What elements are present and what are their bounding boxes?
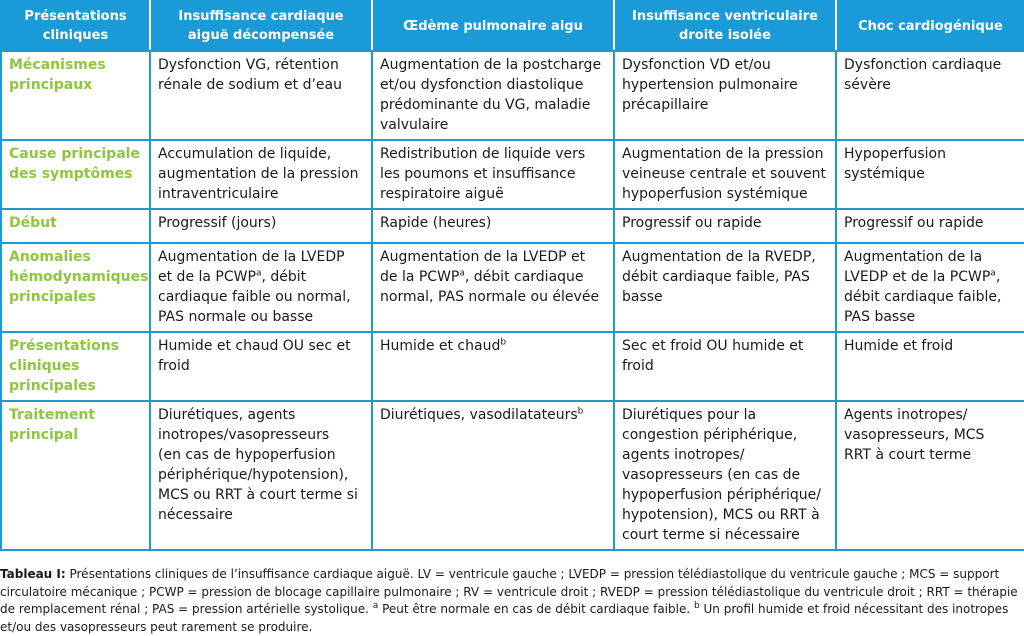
table-cell: Dysfonction cardiaque sévère	[836, 51, 1024, 140]
table-cell: Augmentation de la pression veineuse centrale et souvent hypoperfusion systémique	[614, 140, 836, 209]
table-cell: Redistribution de liquide vers les poumons et insuffisance respiratoire aiguë	[372, 140, 614, 209]
table-cell: Augmentation de la RVEDP, débit cardiaque faible, PAS basse	[614, 243, 836, 332]
header-choc-cardiogenique: Choc cardiogénique	[836, 1, 1024, 51]
table-cell: Progressif (jours)	[150, 209, 372, 243]
header-oedeme-pulmonaire: Œdème pulmonaire aigu	[372, 1, 614, 51]
header-insuffisance-aigue: Insuffisance cardiaque aiguë décompensée	[150, 1, 372, 51]
table-row-mecanismes	[1, 51, 1024, 140]
header-insuffisance-droite: Insuffisance ventriculaire droite isolée	[614, 1, 836, 51]
row-label: Mécanismes principaux	[1, 51, 150, 140]
table-caption	[0, 566, 1022, 636]
row-label: Présentations cliniques principales	[1, 332, 150, 401]
table-cell: Sec et froid OU humide et froid	[614, 332, 836, 401]
caption-line-4: et/ou des vasopresseurs peut rarement se produire.	[0, 619, 1022, 636]
table-cell: Progressif ou rapide	[614, 209, 836, 243]
table-row-cause	[1, 140, 1024, 209]
table-cell: Progressif ou rapide	[836, 209, 1024, 243]
table-cell: Diurétiques, agents inotropes/vasopresseurs (en cas de hypoperfusion périphérique/hypotension), MCS ou RRT à court terme si nécessaire	[150, 401, 372, 550]
row-label: Anomalies hémodynamiques principales	[1, 243, 150, 332]
table-row-anomalies	[1, 243, 1024, 332]
header-presentations: Présentations cliniques	[1, 1, 150, 51]
table-cell: Humide et froid	[836, 332, 1024, 401]
table-cell: Dysfonction VG, rétention rénale de sodium et d’eau	[150, 51, 372, 140]
table-cell: Augmentation de la postcharge et/ou dysfonction diastolique prédominante du VG, maladie valvulaire	[372, 51, 614, 140]
table-row-debut	[1, 209, 1024, 243]
table-cell: Dysfonction VD et/ou hypertension pulmonaire précapillaire	[614, 51, 836, 140]
row-label: Cause principale des symptômes	[1, 140, 150, 209]
caption-line-1: Tableau I: Présentations cliniques de l’insuffisance cardiaque aiguë. LV = ventricule gauche ; LVEDP = pression télédiastolique du ventricule gauche ; MCS = support	[0, 566, 1022, 584]
table-cell: Hypoperfusion systémique	[836, 140, 1024, 209]
table-cell: Augmentation de la LVEDP et de la PCWP$^a$, débit cardiaque faible ou normal, PAS normale ou basse	[150, 243, 372, 332]
table-cell: Accumulation de liquide, augmentation de la pression intraventriculaire	[150, 140, 372, 209]
caption-line-2: circulatoire mécanique ; PCWP = pression de blocage capillaire pulmonaire ; RV = ventricule droit ; RVEDP = pression télédiastolique du ventricule droit ; RRT = thérapie	[0, 584, 1022, 602]
table-row-traitement	[1, 401, 1024, 550]
table-row-presentations	[1, 332, 1024, 401]
table-cell: Agents inotropes/ vasopresseurs, MCS RRT à court terme	[836, 401, 1024, 550]
caption-line-3: de remplacement rénal ; PAS = pression artérielle systolique. $^a$ Peut être normale en cas de débit cardiaque faible. $^b$ Un profil humide et froid nécessitant des inotropes	[0, 601, 1022, 619]
table-cell: Augmentation de la LVEDP et de la PCWP$^a$, débit cardiaque faible, PAS basse	[836, 243, 1024, 332]
header-row	[1, 1, 1024, 51]
caption-title: Tableau I:	[0, 567, 66, 581]
row-label: Début	[1, 209, 150, 243]
table-cell: Diurétiques, vasodilatateurs$^b$	[372, 401, 614, 550]
table-cell: Diurétiques pour la congestion périphérique, agents inotropes/ vasopresseurs (en cas de hypoperfusion périphérique/ hypotension), MCS ou RRT à court terme si nécessaire	[614, 401, 836, 550]
table-cell: Augmentation de la LVEDP et de la PCWP$^a$, débit cardiaque normal, PAS normale ou élevée	[372, 243, 614, 332]
table-cell: Humide et chaud OU sec et froid	[150, 332, 372, 401]
table-cell: Humide et chaud$^b$	[372, 332, 614, 401]
row-label: Traitement principal	[1, 401, 150, 550]
table-cell: Rapide (heures)	[372, 209, 614, 243]
